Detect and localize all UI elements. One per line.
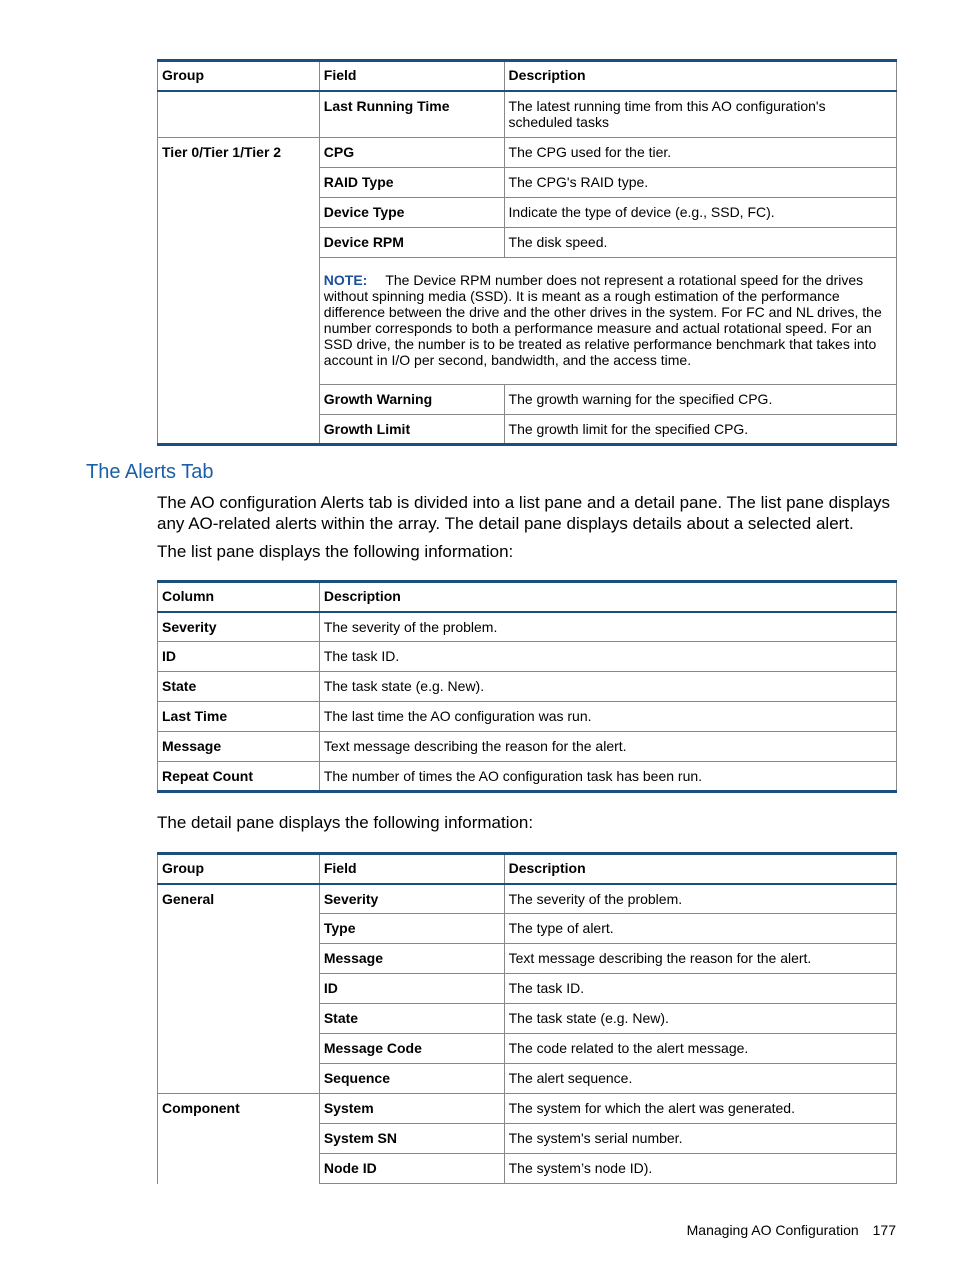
detail-pane-table — [157, 852, 897, 1184]
column-header: Field — [319, 61, 504, 91]
table-row — [158, 1154, 897, 1184]
group-cell — [158, 258, 320, 385]
description-cell: Indicate the type of device (e.g., SSD, FC). — [504, 198, 896, 228]
config-fields-table — [157, 59, 897, 446]
table-row — [158, 415, 897, 445]
table-row — [158, 1034, 897, 1064]
table-row — [158, 884, 897, 914]
field-cell: State — [319, 1004, 504, 1034]
table-header-row — [158, 582, 897, 612]
column-header: Description — [504, 854, 896, 884]
field-cell: System SN — [319, 1124, 504, 1154]
group-cell — [158, 91, 320, 138]
list-pane-intro: The list pane displays the following information: — [157, 542, 514, 561]
table-row — [158, 974, 897, 1004]
table-row — [158, 762, 897, 792]
column-name-cell: Severity — [158, 612, 320, 642]
column-header: Group — [158, 61, 320, 91]
group-cell — [158, 1124, 320, 1154]
table-row — [158, 1094, 897, 1124]
group-cell — [158, 914, 320, 944]
column-name-cell: State — [158, 672, 320, 702]
table-row — [158, 612, 897, 642]
description-cell: The system for which the alert was generated. — [504, 1094, 896, 1124]
column-name-cell: Message — [158, 732, 320, 762]
table-row — [158, 702, 897, 732]
intro-paragraph: The AO configuration Alerts tab is divided into a list pane and a detail pane. The list pane displays any AO-related alerts within the array. The detail pane displays details about a selected alert. — [157, 493, 891, 533]
section-heading: The Alerts Tab — [86, 461, 214, 483]
field-cell: Growth Warning — [319, 385, 504, 415]
description-cell: The CPG used for the tier. — [504, 138, 896, 168]
description-cell: The type of alert. — [504, 914, 896, 944]
group-cell — [158, 1004, 320, 1034]
group-cell — [158, 1154, 320, 1184]
column-header: Column — [158, 582, 320, 612]
field-cell: Device RPM — [319, 228, 504, 258]
table-row — [158, 1124, 897, 1154]
field-cell: RAID Type — [319, 168, 504, 198]
description-cell: The number of times the AO configuration task has been run. — [319, 762, 896, 792]
detail-pane-intro: The detail pane displays the following information: — [157, 813, 534, 832]
field-cell: Message — [319, 944, 504, 974]
group-cell: General — [158, 884, 320, 914]
group-cell — [158, 198, 320, 228]
page-number: 177 — [872, 1222, 896, 1238]
field-cell: Last Running Time — [319, 91, 504, 138]
table-row — [158, 1064, 897, 1094]
page-footer — [687, 1222, 896, 1238]
field-cell: ID — [319, 974, 504, 1004]
table-row — [158, 138, 897, 168]
field-cell: Severity — [319, 884, 504, 914]
description-cell: The disk speed. — [504, 228, 896, 258]
group-cell: Component — [158, 1094, 320, 1124]
footer-chapter-title: Managing AO Configuration — [686, 1222, 859, 1238]
table-row — [158, 1004, 897, 1034]
field-cell: Device Type — [319, 198, 504, 228]
group-cell — [158, 1064, 320, 1094]
column-name-cell: Last Time — [158, 702, 320, 732]
column-header: Field — [319, 854, 504, 884]
table-row — [158, 228, 897, 258]
list-pane-table — [157, 580, 897, 793]
field-cell: Type — [319, 914, 504, 944]
description-cell: The system's serial number. — [504, 1124, 896, 1154]
description-cell: The growth warning for the specified CPG. — [504, 385, 896, 415]
note-label: NOTE: — [323, 272, 368, 288]
description-cell: The last time the AO configuration was run. — [319, 702, 896, 732]
table-header-row — [158, 61, 897, 91]
description-cell: The task ID. — [319, 642, 896, 672]
table-row — [158, 914, 897, 944]
column-name-cell: ID — [158, 642, 320, 672]
field-cell: Message Code — [319, 1034, 504, 1064]
table-row — [158, 91, 897, 138]
table-row — [158, 944, 897, 974]
group-cell — [158, 168, 320, 198]
field-cell: System — [319, 1094, 504, 1124]
group-cell — [158, 944, 320, 974]
field-cell: Node ID — [319, 1154, 504, 1184]
group-cell — [158, 974, 320, 1004]
description-cell: Text message describing the reason for the alert. — [504, 944, 896, 974]
group-cell — [158, 415, 320, 445]
description-cell: The task ID. — [504, 974, 896, 1004]
description-cell: The severity of the problem. — [504, 884, 896, 914]
column-header: Description — [319, 582, 896, 612]
note-cell — [319, 258, 896, 385]
note-row — [158, 258, 897, 385]
table-row — [158, 732, 897, 762]
table-row — [158, 168, 897, 198]
group-cell — [158, 228, 320, 258]
description-cell: The code related to the alert message. — [504, 1034, 896, 1064]
field-cell: Growth Limit — [319, 415, 504, 445]
table-row — [158, 672, 897, 702]
note-text: The Device RPM number does not represent a rotational speed for the drives without spinning media (SSD). It is meant as a rough estimation of the performance difference between the drive and the other drives in the system. For FC and NL drives, the number corresponds to both a performance measure and actual rotational speed. For an SSD drive, the number is to be treated as relative performance benchmark that takes into account in I/O per second, bandwidth, and the access time. — [323, 272, 882, 368]
description-cell: The task state (e.g. New). — [319, 672, 896, 702]
column-header: Description — [504, 61, 896, 91]
description-cell: The latest running time from this AO configuration's scheduled tasks — [504, 91, 896, 138]
table-row — [158, 642, 897, 672]
description-cell: Text message describing the reason for the alert. — [319, 732, 896, 762]
table-row — [158, 385, 897, 415]
field-cell: CPG — [319, 138, 504, 168]
table-header-row — [158, 854, 897, 884]
description-cell: The growth limit for the specified CPG. — [504, 415, 896, 445]
column-name-cell: Repeat Count — [158, 762, 320, 792]
description-cell: The alert sequence. — [504, 1064, 896, 1094]
column-header: Group — [158, 854, 320, 884]
description-cell: The CPG's RAID type. — [504, 168, 896, 198]
group-cell — [158, 1034, 320, 1064]
group-cell — [158, 385, 320, 415]
description-cell: The task state (e.g. New). — [504, 1004, 896, 1034]
group-cell: Tier 0/Tier 1/Tier 2 — [158, 138, 320, 168]
field-cell: Sequence — [319, 1064, 504, 1094]
description-cell: The severity of the problem. — [319, 612, 896, 642]
description-cell: The system’s node ID). — [504, 1154, 896, 1184]
table-row — [158, 198, 897, 228]
